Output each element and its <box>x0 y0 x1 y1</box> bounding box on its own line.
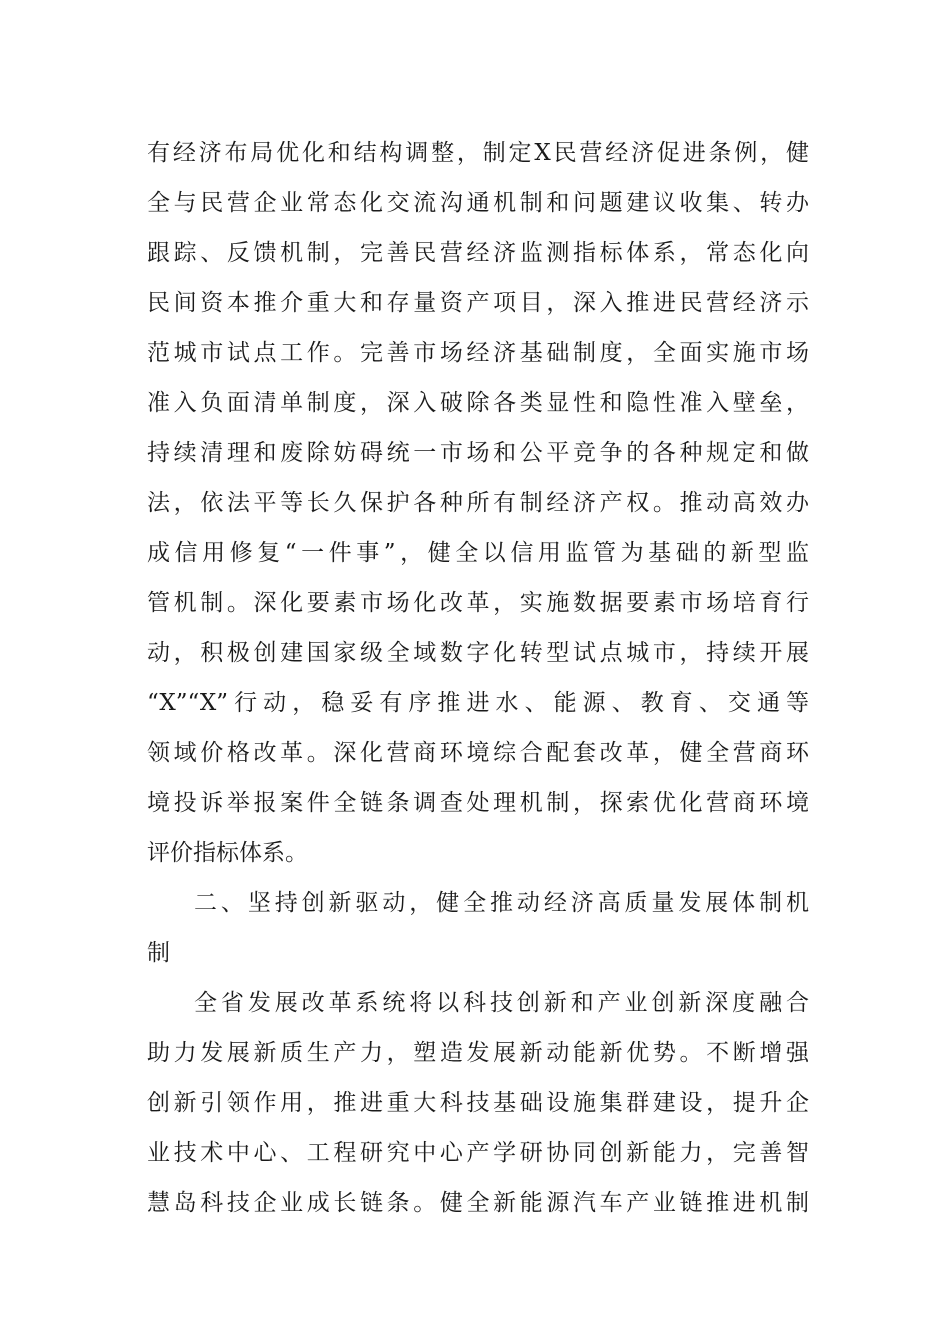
paragraph-line: 境投诉举报案件全链条调查处理机制，探索优化营商环境 <box>147 790 809 816</box>
paragraph-line: “X”“X”行动，稳妥有序推进水、能源、教育、交通等 <box>147 690 809 716</box>
paragraph-line: 动，积极创建国家级全域数字化转型试点城市，持续开展 <box>147 640 809 666</box>
heading-line: 制 <box>147 940 170 966</box>
paragraph-line: 领域价格改革。深化营商环境综合配套改革，健全营商环 <box>147 740 809 766</box>
heading-line: 二、坚持创新驱动，健全推动经济高质量发展体制机 <box>194 890 809 916</box>
paragraph-line: 法，依法平等长久保护各种所有制经济产权。推动高效办 <box>147 490 809 516</box>
paragraph-line: 慧岛科技企业成长链条。健全新能源汽车产业链推进机制 <box>147 1190 809 1216</box>
paragraph-line: 全省发展改革系统将以科技创新和产业创新深度融合 <box>194 990 809 1016</box>
paragraph-line: 民间资本推介重大和存量资产项目，深入推进民营经济示 <box>147 290 809 316</box>
paragraph-line: 全与民营企业常态化交流沟通机制和问题建议收集、转办 <box>147 190 809 216</box>
paragraph-line: 评价指标体系。 <box>147 840 308 866</box>
paragraph-line: 业技术中心、工程研究中心产学研协同创新能力，完善智 <box>147 1140 809 1166</box>
paragraph-line: 范城市试点工作。完善市场经济基础制度，全面实施市场 <box>147 340 809 366</box>
paragraph-line: 准入负面清单制度，深入破除各类显性和隐性准入壁垒， <box>147 390 809 416</box>
paragraph-line: 跟踪、反馈机制，完善民营经济监测指标体系，常态化向 <box>147 240 809 266</box>
paragraph-line: 成信用修复“一件事”，健全以信用监管为基础的新型监 <box>147 540 809 566</box>
paragraph-line: 管机制。深化要素市场化改革，实施数据要素市场培育行 <box>147 590 809 616</box>
paragraph-line: 助力发展新质生产力，塑造发展新动能新优势。不断增强 <box>147 1040 809 1066</box>
paragraph-line: 创新引领作用，推进重大科技基础设施集群建设，提升企 <box>147 1090 809 1116</box>
paragraph-line: 持续清理和废除妨碍统一市场和公平竞争的各种规定和做 <box>147 440 809 466</box>
paragraph-line: 有经济布局优化和结构调整，制定X民营经济促进条例，健 <box>147 140 809 166</box>
